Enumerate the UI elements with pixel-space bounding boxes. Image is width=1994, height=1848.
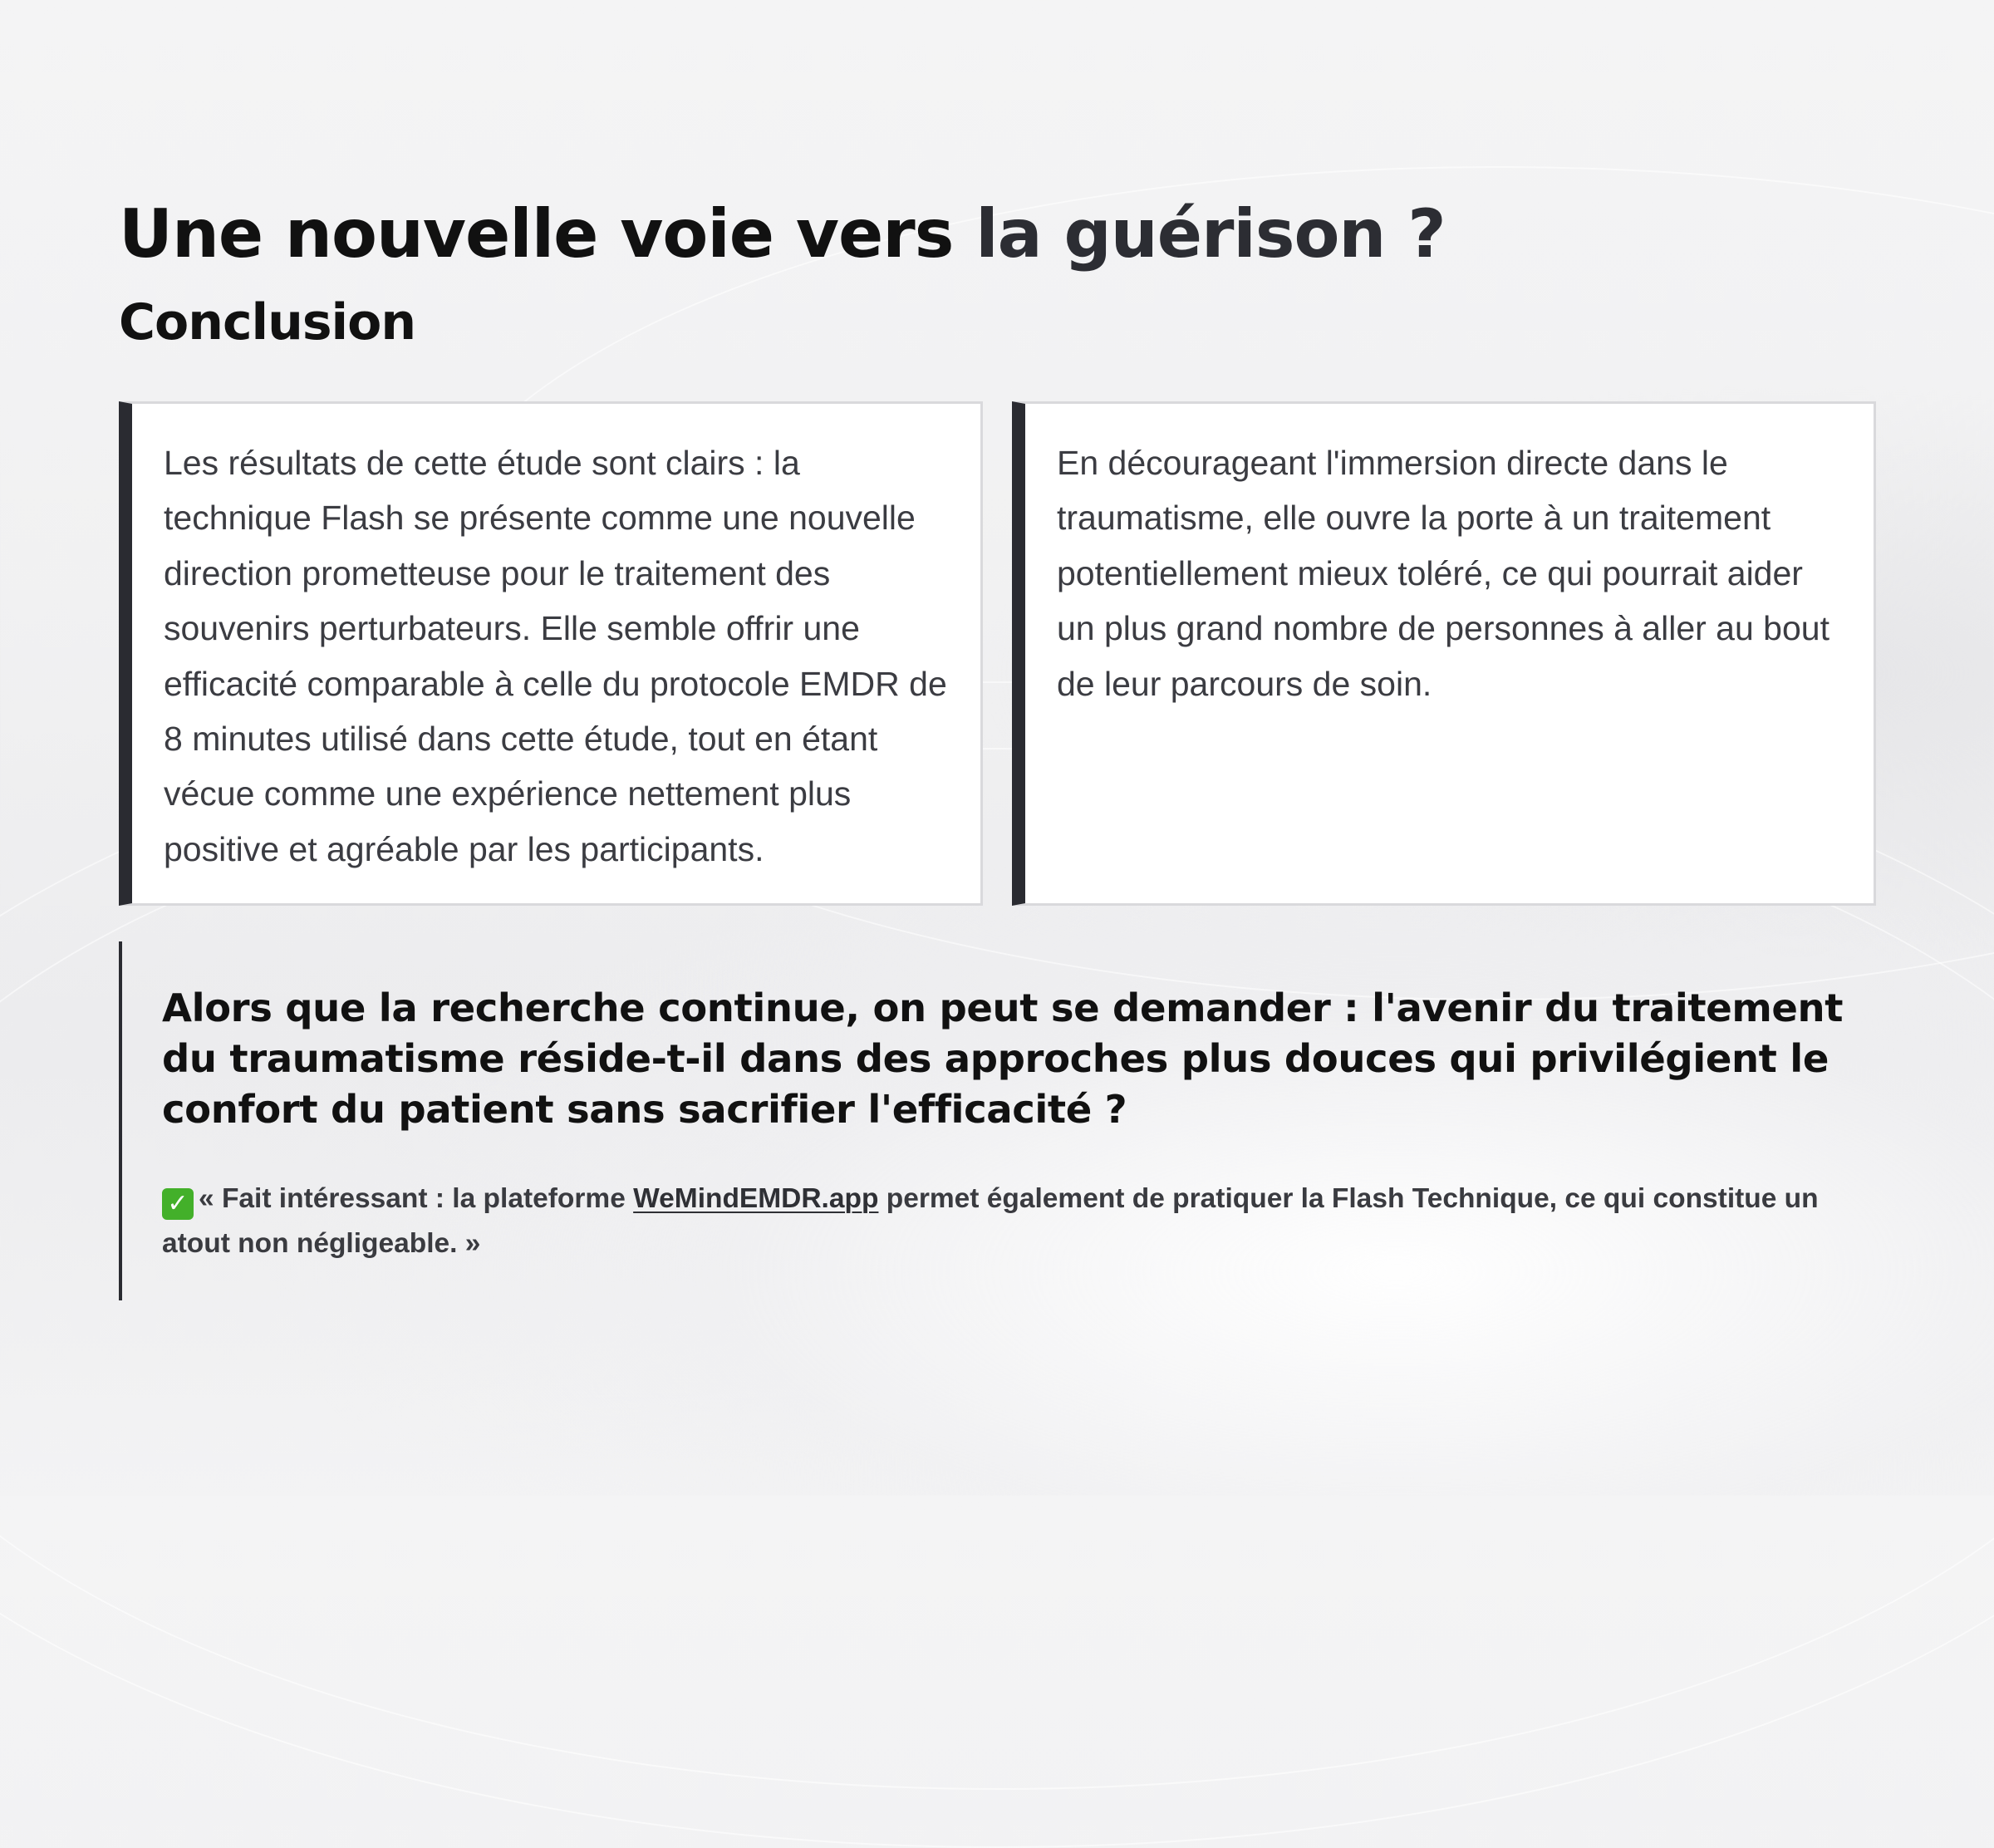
wemindemdr-link[interactable]: WeMindEMDR.app [633, 1183, 879, 1214]
interesting-fact [162, 1177, 1875, 1266]
title-accent: la guérison ? [975, 195, 1446, 273]
fact-suffix: permet également de pratiquer la Flash Technique, ce qui constitue un atout non négligeable. » [162, 1183, 1819, 1259]
closing-question: Alors que la recherche continue, on peut se demander : l'avenir du traitement du traumatisme réside-t-il dans des approches plus douces qui privilégient le confort du patient sans sacrifier l'efficacité ? [162, 985, 1844, 1132]
card-text: Les résultats de cette étude sont clairs : la technique Flash se présente comme une nouvelle direction prometteuse pour le traitement des souvenirs perturbateurs. Elle semble offrir une efficacité comparable à celle du protocole EMDR de 8 minutes utilisé dans cette étude, tout en étant vécue comme une expérience nettement plus positive et agréable par les participants. [164, 444, 947, 868]
closing-quote [119, 941, 1875, 1300]
section-subtitle: Conclusion [119, 293, 416, 351]
slide [119, 0, 1875, 1496]
check-mark-icon: ✓ [162, 1188, 194, 1220]
title-main: Une nouvelle voie vers [119, 195, 954, 273]
fact-prefix: « Fait intéressant : la plateforme [199, 1183, 626, 1214]
card-text: En décourageant l'immersion directe dans le traumatisme, elle ouvre la porte à un traitement potentiellement mieux toléré, ce qui pourrait aider un plus grand nombre de personnes à aller au bout de leur parcours de soin. [1057, 444, 1829, 703]
conclusion-card-left [119, 401, 983, 906]
conclusion-card-right [1012, 401, 1876, 906]
page-title [119, 193, 1446, 276]
